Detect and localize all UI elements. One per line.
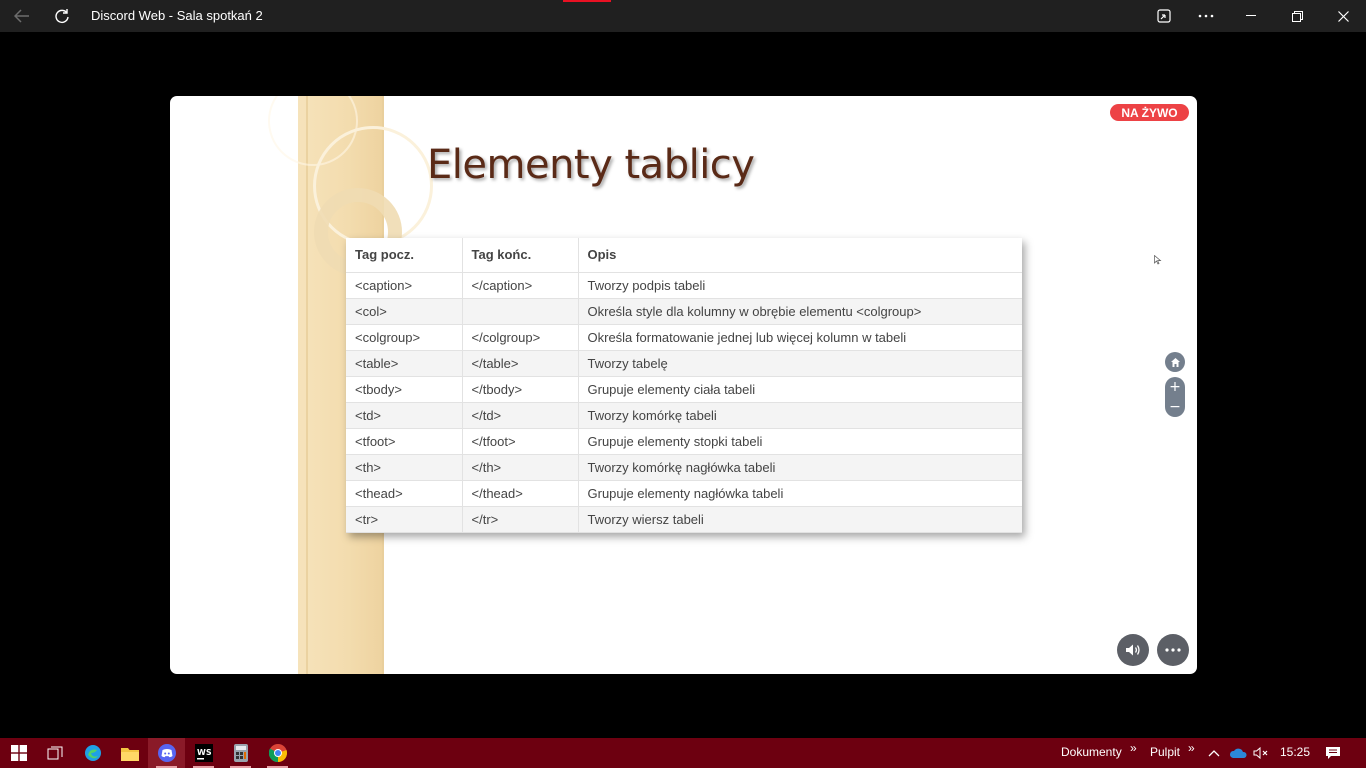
ellipsis-icon [1165, 648, 1181, 652]
app-icon [1156, 8, 1172, 24]
live-badge: NA ŻYWO [1110, 104, 1189, 121]
description-cell: Grupuje elementy nagłówka tabeli [578, 480, 1022, 506]
refresh-button[interactable] [48, 4, 76, 28]
folder-icon [121, 746, 139, 761]
description-cell: Grupuje elementy ciała tabeli [578, 376, 1022, 402]
mouse-cursor-icon [1154, 255, 1162, 265]
end-tag-cell [462, 298, 578, 324]
start-button[interactable] [0, 738, 37, 768]
end-tag-cell: </tbody> [462, 376, 578, 402]
table-header-row [346, 238, 1022, 272]
taskbar-webstorm[interactable] [185, 738, 222, 768]
start-tag-cell: <colgroup> [346, 324, 462, 350]
back-button[interactable] [8, 4, 36, 28]
action-center-button[interactable] [1318, 738, 1348, 768]
speaker-icon [1125, 643, 1141, 657]
table-row [346, 506, 1022, 532]
table-row [346, 402, 1022, 428]
onedrive-button[interactable] [1228, 738, 1248, 768]
windows-taskbar [0, 738, 1366, 768]
description-cell: Grupuje elementy stopki tabeli [578, 428, 1022, 454]
end-tag-cell: </caption> [462, 272, 578, 298]
start-tag-cell: <thead> [346, 480, 462, 506]
start-tag-cell: <tbody> [346, 376, 462, 402]
windows-logo-icon [11, 745, 27, 761]
description-cell: Tworzy podpis tabeli [578, 272, 1022, 298]
start-tag-cell: <td> [346, 402, 462, 428]
speaker-muted-icon [1253, 747, 1269, 759]
minimize-icon [1246, 15, 1256, 17]
calculator-icon [234, 744, 248, 762]
toolbar-desktop[interactable]: Pulpit [1150, 745, 1181, 759]
svg-text:WS: WS [196, 748, 212, 757]
task-view-icon [47, 746, 63, 760]
task-view-button[interactable] [36, 738, 73, 768]
minimize-button[interactable] [1228, 0, 1274, 32]
notification-icon [1325, 746, 1341, 760]
restore-button[interactable] [1274, 0, 1320, 32]
refresh-icon [54, 8, 70, 24]
start-tag-cell: <tr> [346, 506, 462, 532]
stream-more-button[interactable] [1157, 634, 1189, 666]
end-tag-cell: </colgroup> [462, 324, 578, 350]
zoom-in-button[interactable]: + [1169, 379, 1181, 395]
table-row [346, 376, 1022, 402]
cast-button[interactable] [1141, 0, 1187, 32]
restore-icon [1292, 11, 1303, 22]
end-tag-cell: </tfoot> [462, 428, 578, 454]
screen-share-stage[interactable] [170, 96, 1197, 674]
end-tag-cell: </thead> [462, 480, 578, 506]
volume-muted-button[interactable] [1252, 738, 1270, 768]
zoom-controls [1165, 377, 1185, 417]
taskbar-file-explorer[interactable] [111, 738, 148, 768]
description-cell: Tworzy wiersz tabeli [578, 506, 1022, 532]
taskbar-edge[interactable] [74, 738, 111, 768]
webstorm-icon [195, 744, 213, 762]
table-row [346, 272, 1022, 298]
table-row [346, 350, 1022, 376]
description-cell: Określa formatowanie jednej lub więcej kolumn w tabeli [578, 324, 1022, 350]
header-end-tag: Tag końc. [462, 238, 578, 272]
toolbar-documents-chevron[interactable]: » [1130, 741, 1137, 755]
start-tag-cell: <caption> [346, 272, 462, 298]
description-cell: Tworzy tabelę [578, 350, 1022, 376]
chevron-up-icon [1208, 749, 1220, 757]
taskbar-chrome[interactable] [259, 738, 296, 768]
table-row [346, 480, 1022, 506]
end-tag-cell: </th> [462, 454, 578, 480]
html-table-elements [346, 238, 1022, 533]
ellipsis-icon [1198, 14, 1214, 18]
arrow-left-icon [14, 9, 30, 23]
edge-icon [84, 744, 102, 762]
start-tag-cell: <tfoot> [346, 428, 462, 454]
toolbar-documents[interactable]: Dokumenty [1061, 745, 1122, 759]
zoom-out-button[interactable]: − [1169, 399, 1181, 415]
close-icon [1338, 11, 1349, 22]
table-row [346, 298, 1022, 324]
table-row [346, 454, 1022, 480]
slide-title: Elementy tablicy [427, 142, 755, 188]
end-tag-cell: </tr> [462, 506, 578, 532]
more-options-button[interactable] [1183, 0, 1229, 32]
close-button[interactable] [1320, 0, 1366, 32]
discord-icon [158, 744, 176, 762]
window-titlebar [0, 0, 1366, 32]
window-title: Discord Web - Sala spotkań 2 [91, 8, 263, 23]
chrome-icon [269, 744, 287, 762]
description-cell: Określa style dla kolumny w obrębie elementu <colgroup> [578, 298, 1022, 324]
taskbar-calculator[interactable] [222, 738, 259, 768]
start-tag-cell: <table> [346, 350, 462, 376]
toolbar-desktop-chevron[interactable]: » [1188, 741, 1195, 755]
start-tag-cell: <th> [346, 454, 462, 480]
header-description: Opis [578, 238, 1022, 272]
description-cell: Tworzy komórkę nagłówka tabeli [578, 454, 1022, 480]
start-tag-cell: <col> [346, 298, 462, 324]
home-icon [1170, 357, 1181, 368]
end-tag-cell: </td> [462, 402, 578, 428]
onedrive-cloud-icon [1229, 747, 1247, 759]
volume-button[interactable] [1117, 634, 1149, 666]
header-start-tag: Tag pocz. [346, 238, 462, 272]
table-row [346, 324, 1022, 350]
end-tag-cell: </table> [462, 350, 578, 376]
clock[interactable]: 15:25 [1280, 745, 1311, 759]
zoom-reset-button[interactable] [1165, 352, 1185, 372]
show-hidden-icons-button[interactable] [1206, 738, 1222, 768]
description-cell: Tworzy komórkę tabeli [578, 402, 1022, 428]
tab-indicator [563, 0, 611, 2]
table-row [346, 428, 1022, 454]
taskbar-discord[interactable] [148, 738, 185, 768]
